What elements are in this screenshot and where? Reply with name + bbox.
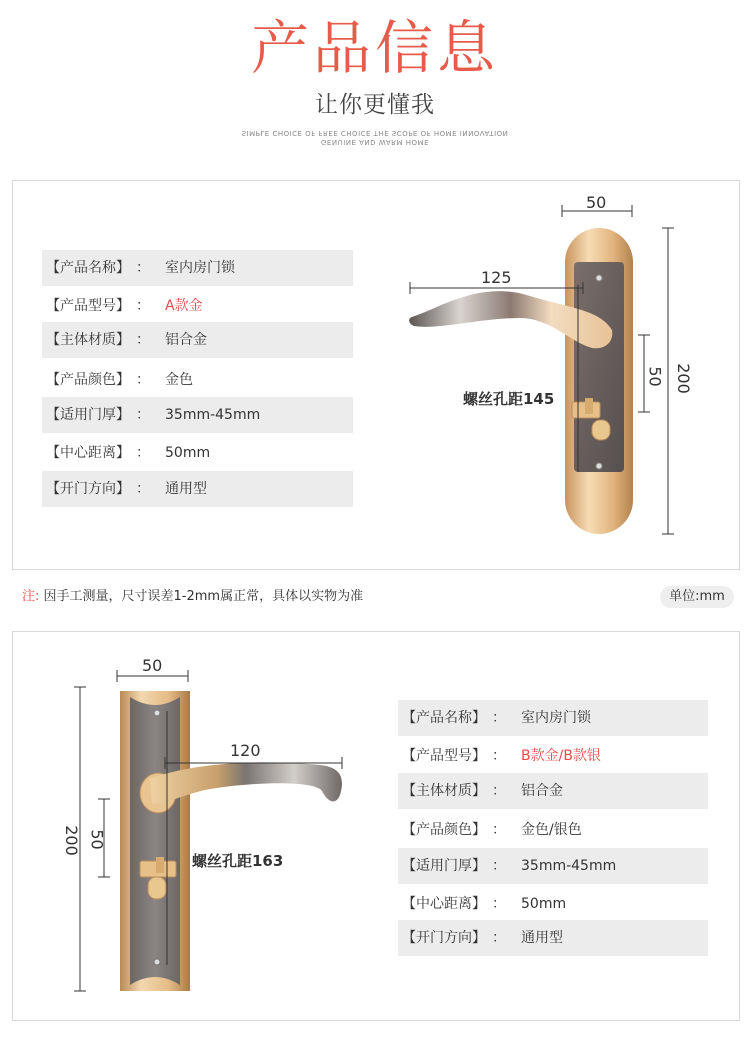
spec-separator: ： xyxy=(136,298,150,314)
center-dimension: 50 xyxy=(645,366,665,387)
page-subtitle: 让你更懂我 xyxy=(315,92,435,118)
spec-value: 通用型 xyxy=(165,481,207,497)
spec-row xyxy=(398,773,708,809)
spec-separator: ： xyxy=(492,930,506,946)
spec-row xyxy=(398,920,708,956)
spec-row xyxy=(42,471,353,507)
spec-value: 室内房门锁 xyxy=(521,710,591,726)
spec-value: 铝合金 xyxy=(165,332,207,348)
spec-value: 50mm xyxy=(521,896,567,912)
spec-label: 【产品型号】 xyxy=(402,748,486,764)
spec-separator: ： xyxy=(492,748,506,764)
spec-label: 【产品名称】 xyxy=(402,710,486,726)
spec-label: 【产品名称】 xyxy=(46,260,130,276)
screw-distance-label: 螺丝孔距145 xyxy=(463,390,555,408)
spec-label: 【中心距离】 xyxy=(402,896,486,912)
note-prefix: 注: xyxy=(22,589,40,604)
spec-row xyxy=(42,322,353,358)
spec-label: 【主体材质】 xyxy=(46,332,130,348)
spec-label: 【主体材质】 xyxy=(402,783,486,799)
lock-plate-insert xyxy=(574,262,624,472)
spec-value: 35mm-45mm xyxy=(521,858,617,874)
spec-row xyxy=(398,812,708,848)
spec-value: 通用型 xyxy=(521,930,563,946)
spec-label: 【开门方向】 xyxy=(402,930,486,946)
spec-value: 35mm-45mm xyxy=(165,407,261,423)
screw-distance-label: 螺丝孔距163 xyxy=(192,852,284,870)
spec-separator: ： xyxy=(492,858,506,874)
spec-label: 【适用门厚】 xyxy=(46,407,130,423)
handle-dimension: 120 xyxy=(230,741,261,760)
spec-separator: ： xyxy=(492,783,506,799)
spec-separator: ： xyxy=(492,710,506,726)
spec-row xyxy=(42,288,353,324)
lock-a-illustration xyxy=(400,190,700,540)
spec-separator: ： xyxy=(136,445,150,461)
width-dimension: 50 xyxy=(586,193,607,212)
spec-separator: ： xyxy=(136,407,150,423)
spec-label: 【中心距离】 xyxy=(46,445,130,461)
spec-row xyxy=(42,250,353,286)
tagline-line1: SIMPLE CHOICE OF FREE CHOICE THE SCOPE OF HOME INNOVATION xyxy=(241,129,509,137)
spec-value: A款金 xyxy=(165,298,203,314)
spec-separator: ： xyxy=(492,822,506,838)
spec-row xyxy=(398,700,708,736)
spec-row xyxy=(398,738,708,774)
spec-row xyxy=(42,362,353,398)
spec-row xyxy=(42,397,353,433)
spec-label: 【产品型号】 xyxy=(46,298,130,314)
height-dimension: 200 xyxy=(61,825,81,856)
spec-separator: ： xyxy=(136,372,150,388)
unit-badge: 单位:mm xyxy=(660,586,734,608)
spec-value: 铝合金 xyxy=(521,783,563,799)
spec-value: 50mm xyxy=(165,445,211,461)
spec-row xyxy=(398,886,708,922)
spec-row xyxy=(398,848,708,884)
measurement-note xyxy=(22,587,363,607)
spec-separator: ： xyxy=(136,481,150,497)
spec-value: 金色 xyxy=(165,372,193,388)
height-dimension: 200 xyxy=(673,363,693,394)
lock-b-illustration xyxy=(60,655,360,1000)
spec-value: B款金/B款银 xyxy=(521,748,601,764)
spec-row xyxy=(42,435,353,471)
spec-label: 【产品颜色】 xyxy=(402,822,486,838)
spec-label: 【适用门厚】 xyxy=(402,858,486,874)
spec-value: 室内房门锁 xyxy=(165,260,235,276)
spec-value: 金色/银色 xyxy=(521,822,582,838)
page-title: 产品信息 xyxy=(250,14,499,82)
spec-separator: ： xyxy=(492,896,506,912)
spec-label: 【开门方向】 xyxy=(46,481,130,497)
center-dimension: 50 xyxy=(87,829,107,850)
spec-separator: ： xyxy=(136,260,150,276)
handle-dimension: 125 xyxy=(481,268,512,287)
tagline-line2: GENUINE AND WARM HOME xyxy=(321,138,429,146)
lock-plate-insert xyxy=(130,697,180,985)
note-text: 因手工测量，尺寸误差1-2mm属正常，具体以实物为准 xyxy=(39,589,364,604)
spec-separator: ： xyxy=(136,332,150,348)
width-dimension: 50 xyxy=(142,656,163,675)
spec-label: 【产品颜色】 xyxy=(46,372,130,388)
